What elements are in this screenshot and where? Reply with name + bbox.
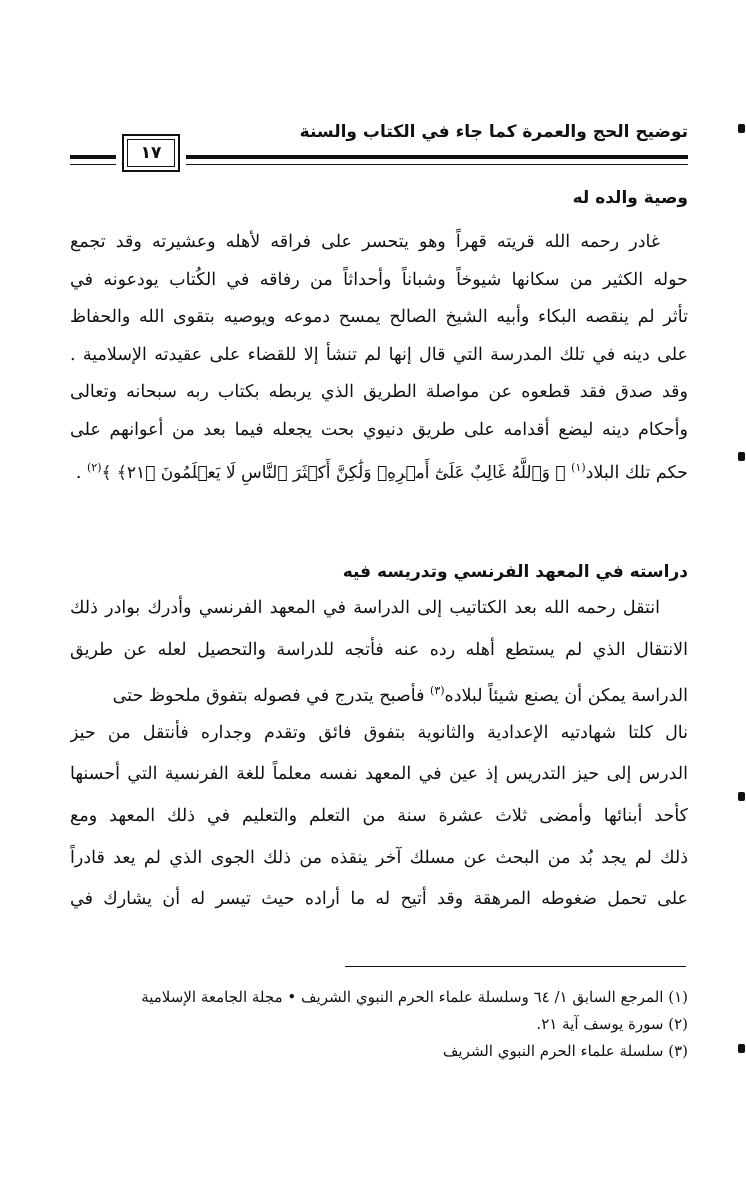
line-text: . (75, 462, 82, 483)
section-heading-will: وصية والده له (572, 188, 688, 208)
paragraph-line: وقد صدق فقد قطعوه عن مواصلة الطريق الذي يربطه بكتاب ربه سبحانه وتعالى (70, 382, 688, 402)
page-number: ١٧ (127, 139, 175, 167)
paragraph-line: حوله الكثير من سكانها شيوخاً وشباناً وأحداثاً من رفاقه في الكُتاب يودعونه في (70, 269, 688, 290)
page-number-box (122, 134, 180, 172)
paragraph-line: غادر رحمه الله قريته قهراً وهو يتحسر على فراقه لأهله وعشيرته وقد تجمع (70, 232, 660, 252)
header-rule-thin-right (186, 164, 688, 165)
running-title: توضيح الحج والعمرة كما جاء في الكتاب والسنة (299, 122, 688, 142)
paragraph-line-quran (70, 454, 688, 487)
scan-edge-mark (738, 124, 745, 133)
paragraph-line: كأحد أبنائها وأمضى ثلاث عشرة سنة من التعلم والتعليم في ذلك المعهد ومع (70, 806, 688, 826)
footnote-3: (٣) سلسلة علماء الحرم النبوي الشريف (442, 1042, 688, 1060)
header-rule-right (186, 155, 688, 159)
header-rule-thin-left (70, 164, 116, 165)
paragraph-line: ذلك لم يجد بُد من البحث عن مسلك آخر ينقذه من ذلك الجوى الذي لم يعد قادراً (70, 847, 688, 868)
footnote-2: (٢) سورة يوسف آية ٢١. (536, 1015, 688, 1033)
line-text: الدراسة يمكن أن يصنع شيئاً لبلاده (444, 686, 688, 707)
paragraph-line: نال كلتا شهادتيه الإعدادية والثانوية بتفوق فائق وتقدم وجداره فأنتقل من حيز (70, 722, 688, 743)
footnote-ref-1: (١) (571, 461, 586, 474)
paragraph-line: انتقل رحمه الله بعد الكتاتيب إلى الدراسة في المعهد الفرنسي وأدرك بوادر ذلك (70, 598, 660, 618)
line-text: فأصبح يتدرج في فصوله بتفوق ملحوظ حتى (112, 686, 425, 707)
footnote-1: (١) المرجع السابق ١/ ٦٤ وسلسلة علماء الحرم النبوي الشريف • مجلة الجامعة الإسلامية (141, 988, 688, 1006)
footnote-separator (345, 966, 686, 967)
paragraph-line (70, 677, 688, 710)
paragraph-line: الانتقال الذي لم يستطع أهله رده عنه فأتجه للدراسة والتحصيل لعله عن طريق (70, 639, 688, 660)
paragraph-line: على تحمل ضغوطه المرهقة وقد أتيح له ما أراده حيث تيسر له أن يشارك في (70, 889, 688, 910)
scan-edge-mark (738, 792, 745, 801)
quran-verse: ﴿ وَٱللَّهُ غَالِبٌ عَلَىٰٓ أَمۡرِهِۦ وَلَٰكِنَّ أَكۡثَرَ ٱلنَّاسِ لَا يَعۡلَمُونَ ﴿٢١﴾ ﴾ (101, 462, 566, 483)
footnote-ref-2: (٢) (86, 461, 102, 474)
line-text: حكم تلك البلاد (585, 462, 688, 483)
paragraph-line: على دينه في تلك المدرسة التي قال إنها لم تنشأ إلا للقضاء على عقيدته الإسلامية . (70, 344, 688, 365)
header-rule-left (70, 155, 116, 159)
scan-edge-mark (738, 1044, 745, 1053)
scan-edge-mark (738, 452, 745, 461)
paragraph-line: الدرس إلى حيز التدريس إذ عين في المعهد نفسه معلماً للغة الفرنسية التي أحسنها (70, 764, 688, 785)
footnote-ref-3: (٣) (430, 684, 445, 698)
section-heading-study: دراسته في المعهد الفرنسي وتدريسه فيه (342, 562, 688, 582)
running-header (70, 118, 688, 178)
paragraph-line: تأثر لم ينقصه البكاء وأبيه الشيخ الصالح يمسح دموعه ويوصيه بتقوى الله والحفاظ (70, 307, 688, 327)
paragraph-line: وأحكام دينه ليضع أقدامه على طريق دنيوي بحت يجعله فيما بعد من أعوانهم على (70, 419, 688, 440)
